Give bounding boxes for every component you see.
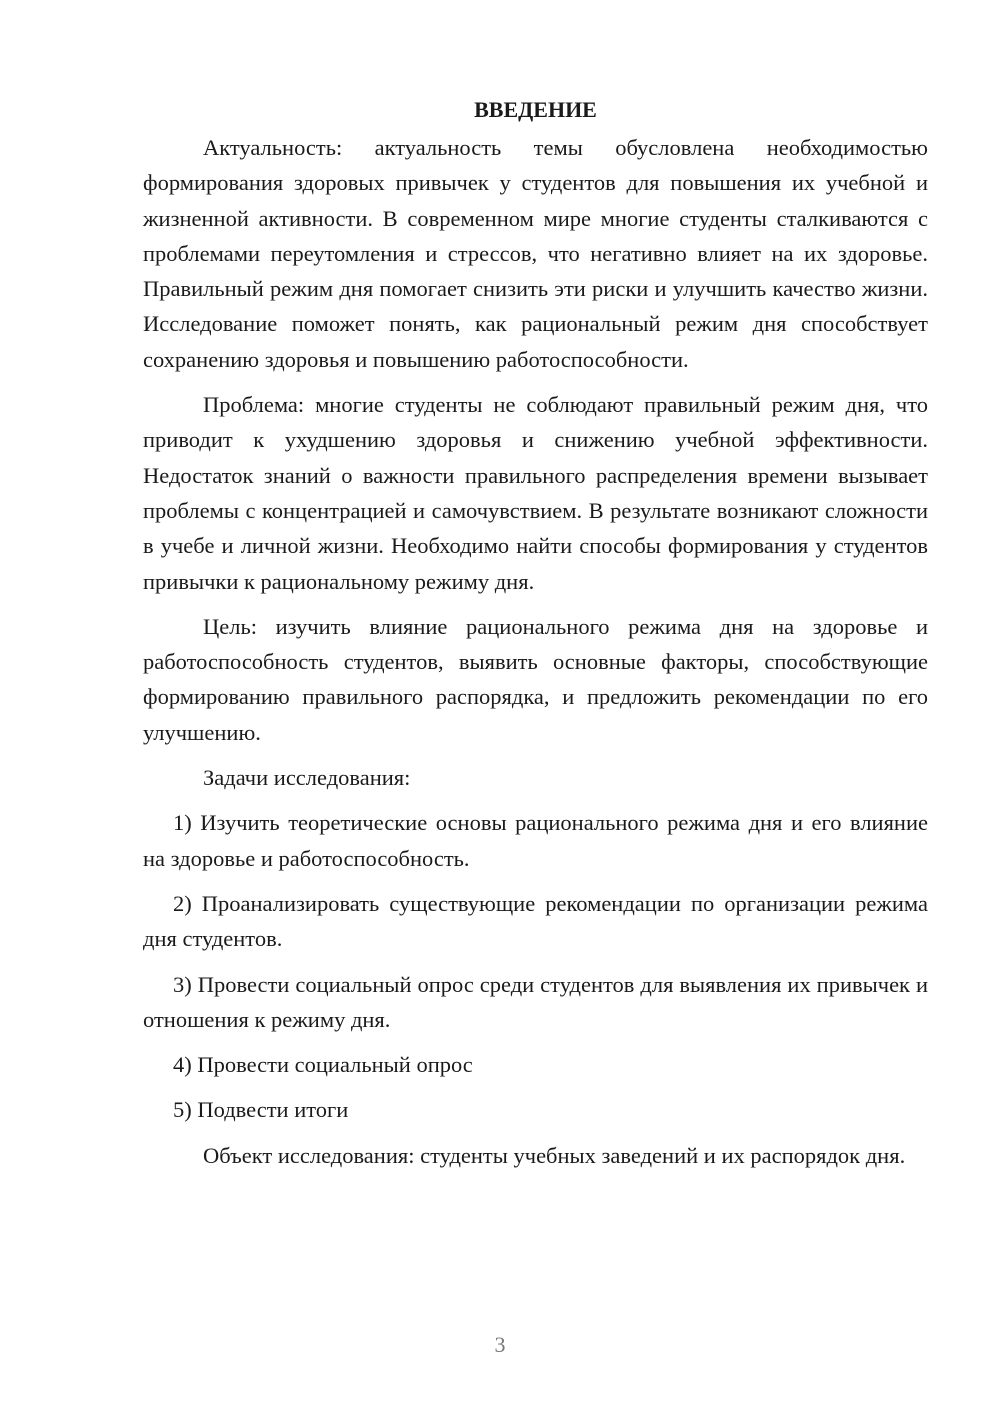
task-item-4: 4) Провести социальный опрос (173, 1052, 473, 1078)
page-title: ВВЕДЕНИЕ (474, 97, 597, 122)
object-paragraph: Объект исследования: студенты учебных заведений и их распорядок дня. (203, 1142, 906, 1168)
problem-paragraph: Проблема: многие студенты не соблюдают правильный режим дня, что приводит к ухудшению здоровья и снижению учебной эффективности. Недостаток знаний о важности правильного распределения времени вызывает проблемы с концентрацией и самочувствием. В результате возникают сложности в учебе и личной жизни. Необходимо найти способы формирования у студентов привычки к рациональному режиму дня. (143, 392, 928, 594)
task-item-1: 1) Изучить теоретические основы рационального режима дня и его влияние на здоровье и работоспособность. (143, 810, 928, 871)
page-number: 3 (494, 1332, 506, 1357)
relevance-paragraph: Актуальность: актуальность темы обусловлена необходимостью формирования здоровых привычек у студентов для повышения их учебной и жизненной активности. В современном мире многие студенты сталкиваются с проблемами переутомления и стрессов, что негативно влияет на их здоровье. Правильный режим дня помогает снизить эти риски и улучшить качество жизни. Исследование поможет понять, как рациональный режим дня способствует сохранению здоровья и повышению работоспособности. (143, 135, 928, 372)
tasks-heading: Задачи исследования: (203, 765, 411, 791)
task-item-5: 5) Подвести итоги (173, 1097, 349, 1123)
goal-paragraph: Цель: изучить влияние рационального режима дня на здоровье и работоспособность студентов, выявить основные факторы, способствующие формированию правильного распорядка, и предложить рекомендации по его улучшению. (143, 613, 928, 745)
task-item-3: 3) Провести социальный опрос среди студентов для выявления их привычек и отношения к режиму дня. (143, 971, 928, 1032)
document-page (143, 92, 928, 1183)
task-item-2: 2) Проанализировать существующие рекомендации по организации режима дня студентов. (143, 890, 928, 952)
